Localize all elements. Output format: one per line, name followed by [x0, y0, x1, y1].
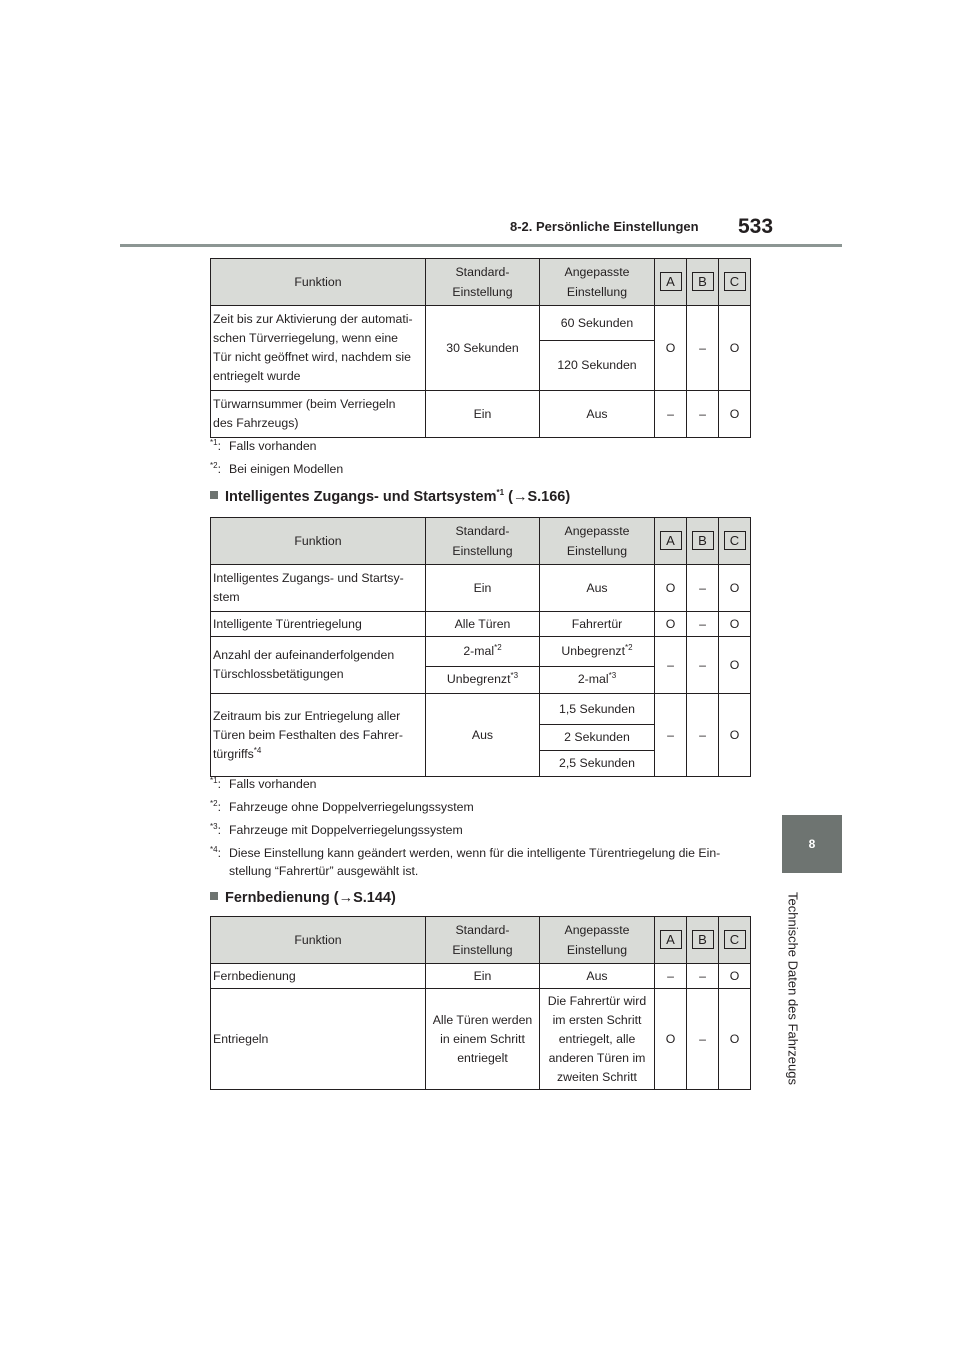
angepasst-cell: Aus [540, 964, 655, 989]
table-row [211, 391, 751, 438]
b-cell: – [687, 989, 719, 1090]
col-angepasst: Angepasste Einstellung [540, 917, 655, 964]
b-cell: – [687, 694, 719, 777]
col-a: A [655, 917, 687, 964]
page-reference-link[interactable]: (→S.166) [508, 489, 571, 505]
a-cell: – [655, 964, 687, 989]
col-angepasst: Angepasste Einstellung [540, 259, 655, 306]
section-bullet-icon [210, 892, 218, 900]
b-cell: – [687, 565, 719, 612]
c-cell: O [719, 565, 751, 612]
a-cell: – [655, 637, 687, 694]
angepasst-cell: Aus [540, 565, 655, 612]
footnote: $^{*3}$: Fahrzeuge mit Doppelverriegelungssystem [210, 821, 463, 837]
col-funktion: Funktion [211, 518, 426, 565]
standard-cell: Ein [426, 565, 540, 612]
a-cell: – [655, 694, 687, 777]
col-standard: Standard- Einstellung [426, 518, 540, 565]
angepasst-cell: Aus [540, 391, 655, 438]
table-row [211, 637, 751, 667]
col-a: A [655, 259, 687, 306]
funktion-cell: Zeitraum bis zur Entriegelung aller Türen beim Festhalten des Fahrer- türgriffs$^{*4}$ [211, 694, 426, 777]
chapter-tab[interactable]: 8 [782, 815, 842, 873]
table-row [211, 612, 751, 637]
table-row [211, 694, 751, 725]
a-cell: – [655, 391, 687, 438]
angepasst-cell: Unbegrenzt$^{*2}$ [540, 637, 655, 667]
table-row [211, 989, 751, 1090]
standard-cell: 2-mal$^{*2}$ [426, 637, 540, 667]
page-reference-link[interactable]: (→S.144) [333, 890, 396, 906]
a-cell: O [655, 565, 687, 612]
a-cell: O [655, 612, 687, 637]
section-bullet-icon [210, 491, 218, 499]
standard-cell: 30 Sekunden [426, 306, 540, 391]
funktion-cell: Entriegeln [211, 989, 426, 1090]
standard-cell: Alle Türen werden in einem Schritt entriegelt [426, 989, 540, 1090]
angepasst-cell: Die Fahrertür wird im ersten Schritt entriegelt, alle anderen Türen im zweiten Schritt [540, 989, 655, 1090]
section-title-remote: Fernbedienung (→S.144) [210, 890, 396, 906]
funktion-cell: Fernbedienung [211, 964, 426, 989]
col-standard: Standard- Einstellung [426, 917, 540, 964]
col-funktion: Funktion [211, 917, 426, 964]
footnote: $^{*2}$: Bei einigen Modellen [210, 460, 344, 476]
section-header: 8-2. Persönliche Einstellungen [510, 219, 699, 234]
standard-cell: Unbegrenzt$^{*3}$ [426, 666, 540, 693]
funktion-cell: Intelligentes Zugangs- und Startsy- stem [211, 565, 426, 612]
c-cell: O [719, 637, 751, 694]
settings-table-door-lock [210, 258, 751, 438]
standard-cell: Ein [426, 391, 540, 438]
c-cell: O [719, 989, 751, 1090]
footnote: $^{*2}$: Fahrzeuge ohne Doppelverriegelungssystem [210, 798, 474, 814]
standard-cell: Alle Türen [426, 612, 540, 637]
b-cell: – [687, 306, 719, 391]
c-cell: O [719, 306, 751, 391]
footnote: $^{*1}$: Falls vorhanden [210, 775, 317, 791]
angepasst-cell: 2 Sekunden [540, 725, 655, 751]
angepasst-cell: Fahrertür [540, 612, 655, 637]
c-cell: O [719, 964, 751, 989]
col-funktion: Funktion [211, 259, 426, 306]
c-cell: O [719, 694, 751, 777]
a-cell: O [655, 989, 687, 1090]
c-cell: O [719, 612, 751, 637]
angepasst-cell: 120 Sekunden [540, 341, 655, 391]
table-row [211, 306, 751, 341]
footnote: $^{*1}$: Falls vorhanden [210, 437, 317, 453]
table-row [211, 565, 751, 612]
standard-cell: Aus [426, 694, 540, 777]
col-c: C [719, 917, 751, 964]
page-number: 533 [738, 215, 774, 238]
table-header-row [211, 917, 751, 964]
header-divider [120, 244, 842, 247]
col-b: B [687, 917, 719, 964]
col-c: C [719, 518, 751, 565]
col-a: A [655, 518, 687, 565]
col-standard: Standard- Einstellung [426, 259, 540, 306]
b-cell: – [687, 391, 719, 438]
angepasst-cell: 60 Sekunden [540, 306, 655, 341]
table-header-row [211, 518, 751, 565]
col-c: C [719, 259, 751, 306]
standard-cell: Ein [426, 964, 540, 989]
col-b: B [687, 518, 719, 565]
c-cell: O [719, 391, 751, 438]
chapter-title: Technische Daten des Fahrzeugs [785, 891, 801, 1085]
col-b: B [687, 259, 719, 306]
table-header-row [211, 259, 751, 306]
section-title-smart-key: Intelligentes Zugangs- und Startsystem$^{*1}$ (→S.166) [210, 489, 570, 505]
footnote: $^{*4}$: Diese Einstellung kann geändert werden, wenn für die intelligente Türentriegelung die Ein- stellung “Fahrertür” ausgewählt ist. [210, 844, 721, 878]
angepasst-cell: 2-mal$^{*3}$ [540, 666, 655, 693]
a-cell: O [655, 306, 687, 391]
settings-table-remote [210, 916, 751, 1090]
angepasst-cell: 2,5 Sekunden [540, 751, 655, 777]
b-cell: – [687, 637, 719, 694]
funktion-cell: Zeit bis zur Aktivierung der automati- schen Türverriegelung, wenn eine Tür nicht geöffnet wird, nachdem sie entriegelt wurde [211, 306, 426, 391]
funktion-cell: Intelligente Türentriegelung [211, 612, 426, 637]
angepasst-cell: 1,5 Sekunden [540, 694, 655, 725]
col-angepasst: Angepasste Einstellung [540, 518, 655, 565]
b-cell: – [687, 612, 719, 637]
settings-table-smart-key [210, 517, 751, 777]
funktion-cell: Türwarnsummer (beim Verriegeln des Fahrzeugs) [211, 391, 426, 438]
table-row [211, 964, 751, 989]
funktion-cell: Anzahl der aufeinanderfolgenden Türschlossbetätigungen [211, 637, 426, 694]
b-cell: – [687, 964, 719, 989]
